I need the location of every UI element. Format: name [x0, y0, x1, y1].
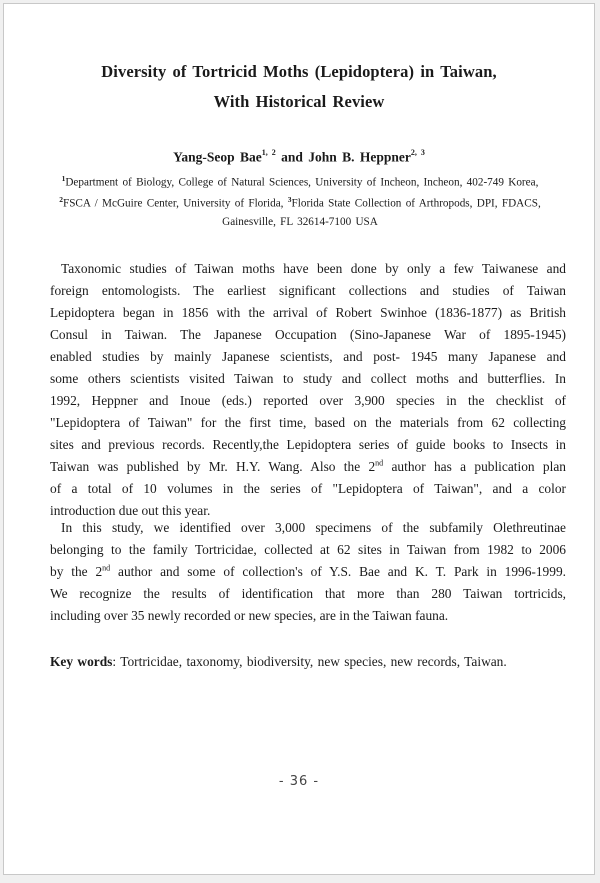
- abstract-line: "Lepidoptera of Taiwan" for the first time, based on the materials from 62 collecting: [50, 415, 566, 430]
- affiliation-3-text: Florida State Collection of Arthropods, DPI, FDACS,: [291, 197, 541, 210]
- abstract-text: author and some of collection's of Y.S. Bae and K. T. Park in 1996-1999.: [110, 564, 566, 579]
- abstract-line: belonging to the family Tortricidae, collected at 62 sites in Taiwan from 1982 to 2006: [50, 542, 566, 557]
- abstract-line: 1992, Heppner and Inoue (eds.) reported over 3,900 species in the checklist of: [50, 393, 566, 408]
- abstract-line: introduction due out this year.: [50, 503, 211, 518]
- abstract-line: foreign entomologists. The earliest significant collections and studies of Taiwan: [50, 283, 566, 298]
- abstract-text: author has a publication plan: [383, 459, 566, 474]
- abstract-line: [50, 456, 566, 478]
- paper-title-line-2: With Historical Review: [213, 92, 385, 111]
- abstract-line: enabled studies by mainly Japanese scientists, and post- 1945 many Japanese and: [50, 349, 566, 364]
- affiliation-2-text: FSCA / McGuire Center, University of Florida,: [62, 197, 288, 210]
- ordinal-suffix: nd: [375, 458, 384, 468]
- keywords-label: Key words: [50, 654, 113, 669]
- abstract-line: some others scientists visited Taiwan to study and collect moths and butterflies. In: [50, 371, 566, 386]
- affiliation-mark-3: 3: [287, 195, 292, 204]
- affiliation-mark-2: 2: [59, 195, 63, 204]
- abstract-line: sites and previous records. Recently,the Lepidoptera series of guide books to Insects in: [50, 437, 566, 452]
- affiliation-line-1: [40, 174, 560, 189]
- abstract-text: Taiwan was published by Mr. H.Y. Wang. Also the 2: [50, 459, 376, 474]
- author-1-affiliation-mark: 1, 2: [261, 148, 276, 157]
- abstract-paragraph-1: [50, 258, 566, 522]
- abstract-line: Consul in Taiwan. The Japanese Occupation (Sino-Japanese War of 1895-1945): [50, 327, 566, 342]
- abstract-text: by the 2: [50, 564, 103, 579]
- abstract-line: of a total of 10 volumes in the series of "Lepidoptera of Taiwan", and a color: [50, 481, 566, 496]
- abstract-paragraph-2: [50, 517, 566, 627]
- affiliation-mark-1: 1: [61, 174, 66, 183]
- keywords-line: [50, 654, 507, 670]
- author-2-affiliation-mark: 2, 3: [410, 148, 425, 157]
- document-page: [3, 3, 595, 875]
- affiliation-line-3: Gainesville, FL 32614-7100 USA: [222, 216, 378, 228]
- author-conjunction: and: [281, 149, 303, 165]
- abstract-line: including over 35 newly recorded or new species, are in the Taiwan fauna.: [50, 608, 449, 623]
- paper-title-line-1: Diversity of Tortricid Moths (Lepidoptera) in Taiwan,: [101, 62, 497, 81]
- keywords-text: : Tortricidae, taxonomy, biodiversity, new species, new records, Taiwan.: [112, 654, 507, 669]
- author-line: [4, 149, 594, 166]
- affiliation-1-text: Department of Biology, College of Natural Sciences, University of Incheon, Incheon, 402-749 Korea,: [65, 176, 539, 189]
- abstract-line: We recognize the results of identification that more than 280 Taiwan tortricids,: [50, 586, 566, 601]
- affiliation-line-2: [40, 195, 560, 210]
- abstract-line: Lepidoptera began in 1856 with the arrival of Robert Swinhoe (1836-1877) as British: [50, 305, 566, 320]
- page-number: - 36 -: [278, 774, 320, 789]
- author-2: John B. Heppner: [308, 149, 411, 165]
- author-1: Yang-Seop Bae: [173, 149, 262, 165]
- abstract-line: [50, 561, 566, 583]
- ordinal-suffix: nd: [102, 563, 111, 573]
- abstract-line: In this study, we identified over 3,000 specimens of the subfamily Olethreutinae: [61, 520, 566, 535]
- abstract-line: Taxonomic studies of Taiwan moths have been done by only a few Taiwanese and: [61, 261, 566, 276]
